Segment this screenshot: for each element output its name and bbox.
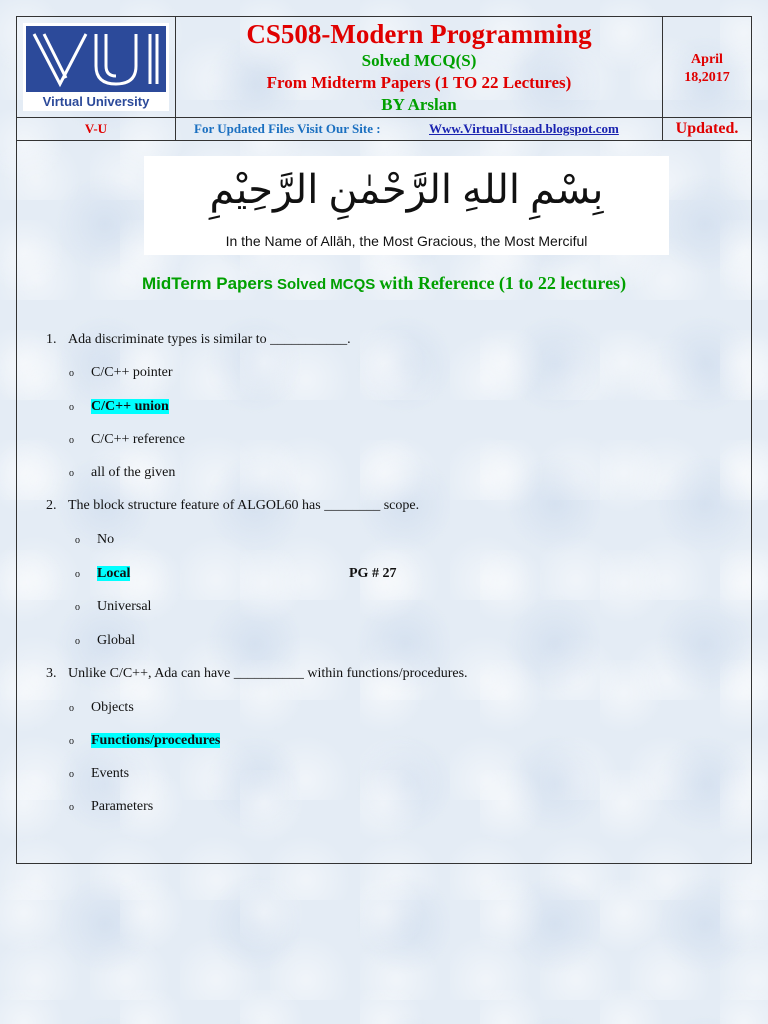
option-item [75,599,151,615]
logo-cell [17,17,176,117]
question-text: Ada discriminate types is similar to ___________. [68,332,351,347]
option-item [69,365,173,381]
document-author: BY Arslan [381,95,457,114]
date-month: April [691,52,723,67]
option-item-answer [75,566,130,582]
question-number: 1. [46,332,57,347]
visit-cell [176,118,663,140]
updated-label: Updated. [675,120,739,137]
info-bar [17,118,751,141]
bullet-icon: o [69,769,74,780]
question-3 [46,666,468,682]
option-text: Events [91,766,130,781]
bullet-icon: o [75,535,80,546]
header-row [17,17,751,118]
question-text: Unlike C/C++, Ada can have __________ within functions/procedures. [68,666,468,681]
logo-text: Virtual University [42,94,150,109]
option-item [75,633,135,649]
bismillah-english: In the Name of Allāh, the Most Gracious, the Most Merciful [225,233,588,249]
question-number: 3. [46,666,57,681]
page-reference: PG # 27 [349,566,397,581]
vu-label: V-U [17,118,176,140]
section-title-part3: with Reference (1 to 22 lectures) [379,273,627,293]
bullet-icon: o [69,802,74,813]
question-text: The block structure feature of ALGOL60 has ________ scope. [68,498,420,513]
option-text-answer: Local [97,566,131,581]
date-day-year: 18,2017 [684,70,730,85]
option-item [69,766,129,782]
vu-logo [23,23,169,111]
document-source: From Midterm Papers (1 TO 22 Lectures) [266,73,572,92]
site-link[interactable]: Www.VirtualUstaad.blogspot.com [429,121,619,136]
option-item [69,465,175,481]
bullet-icon: o [69,703,74,714]
bullet-icon: o [75,636,80,647]
bullet-icon: o [69,402,74,413]
option-item [75,532,114,548]
bullet-icon: o [69,736,74,747]
option-text: C/C++ reference [91,432,185,447]
bullet-icon: o [75,602,80,613]
section-title-part2: Solved MCQS [276,276,376,293]
option-text: Parameters [91,799,154,814]
bismillah-banner [144,156,669,255]
section-title [0,273,768,294]
option-item [69,432,185,448]
section-title-part1: MidTerm Papers [141,274,273,293]
document-subtitle: Solved MCQ(S) [361,51,477,70]
option-text: all of the given [91,465,176,480]
question-1 [46,332,351,348]
document-title: CS508-Modern Programming [246,19,592,49]
option-text: No [97,532,115,547]
bullet-icon: o [69,435,74,446]
visit-text: For Updated Files Visit Our Site : [194,121,381,136]
option-text: Objects [91,700,134,715]
date-cell [663,17,751,117]
title-cell [176,17,663,117]
bullet-icon: o [69,368,74,379]
option-text: C/C++ pointer [91,365,173,380]
option-text-answer: C/C++ union [91,399,169,414]
bullet-icon: o [75,569,80,580]
question-2 [46,498,419,514]
bullet-icon: o [69,468,74,479]
option-item-answer [69,399,169,415]
option-text-answer: Functions/procedures [91,733,221,748]
option-item-answer [69,733,220,749]
option-item [69,700,134,716]
option-text: Universal [97,599,152,614]
option-item [69,799,153,815]
question-number: 2. [46,498,57,513]
bismillah-arabic: بِسْمِ اللهِ الرَّحْمٰنِ الرَّحِيْمِ [209,167,604,212]
option-text: Global [97,633,136,648]
vu-logo-mark [26,26,166,92]
